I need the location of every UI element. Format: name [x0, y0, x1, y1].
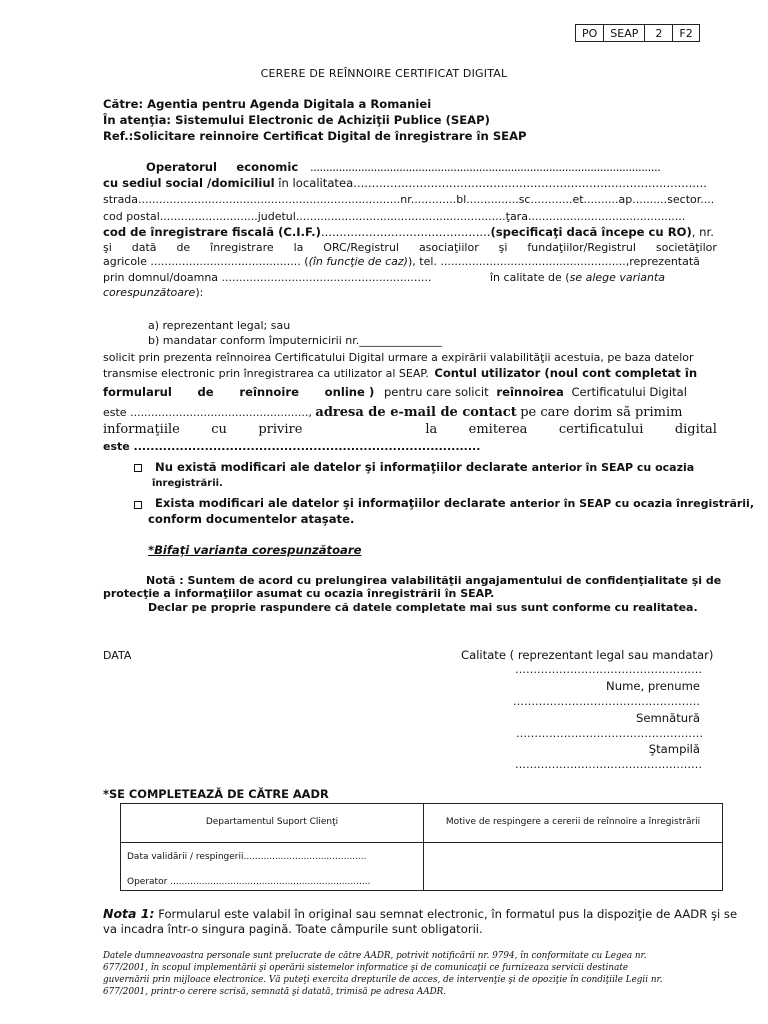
document-title: CERERE DE REÎNNOIRE CERTIFICAT DIGITAL [260, 67, 508, 80]
cif-nr: , nr. [691, 225, 714, 239]
agricultural-line: agricole ........................................... ((în funcţie de caz)), tel. .....................................................,reprezentată [103, 255, 700, 268]
option-no-changes [155, 460, 694, 474]
option-no-changes-text-2: anterior în SEAP cu ocazia [531, 461, 695, 474]
word: de [197, 385, 214, 399]
tick-instruction: *Bifaţi varianta corespunzătoare [148, 543, 362, 557]
registration-line [103, 241, 717, 254]
validation-date-field[interactable]: Data validării / respingerii........................................... [127, 852, 367, 862]
option-changes-text: Exista modificari ale datelor şi informaţiilor declarate [155, 496, 506, 510]
date-label: DATA [103, 649, 132, 662]
code-cell: SEAP [604, 25, 645, 42]
option-changes-line-2: conform documentelor ataşate. [148, 512, 355, 526]
addressee-line: Către: Agentia pentru Agenda Digitala a Romaniei [103, 97, 432, 111]
option-no-changes-line-2: înregistrării. [152, 478, 223, 489]
word: societăţilor [655, 241, 717, 254]
quality-label: în calitate de ( [490, 271, 570, 284]
quality-note-end: ): [195, 286, 204, 299]
privacy-line-2: 677/2001, în scopul implementării şi operării sistemelor informatice şi de comunicaţii ce furnizeaza servicii destinate [103, 963, 629, 973]
privacy-line-1: Datele dumneavoastra personale sunt prelucrate de către AADR, potrivit notificării nr. 9794, în conformitate cu Legea nr. [103, 951, 647, 961]
signature-dots: …………………………………………… [515, 758, 702, 771]
word: şi [498, 241, 508, 254]
option-changes-text-2: anterior în SEAP cu ocazia înregistrării, [509, 497, 755, 510]
agric-note: (în funcţie de caz) [308, 255, 408, 268]
word: privire [258, 422, 303, 437]
final-note-label: Nota 1: [103, 906, 155, 921]
represented-by: prin domnul/doamna ............................................................ [103, 271, 432, 284]
seat-text: în localitatea................................................................................................ [274, 176, 707, 190]
option-legal-rep: a) reprezentant legal; sau [148, 319, 291, 332]
word: emiterea [468, 422, 528, 437]
renewal-form-line [103, 385, 717, 399]
seat-line [103, 176, 707, 190]
code-cell: F2 [673, 25, 699, 42]
code-cell: 2 [645, 25, 673, 42]
quality-note-line [103, 286, 203, 299]
seat-label: cu sediul social /domiciliul [103, 176, 275, 190]
renewal-word: reînnoirea [496, 385, 564, 399]
operator-label: Operatorul [146, 160, 218, 174]
name-caption: Nume, prenume [606, 679, 700, 693]
aadr-col2-header: Motive de respingere a cererii de reînnoire a înregistrării [445, 817, 701, 827]
word: la [425, 422, 438, 437]
signature-dots: …………………………………………… [515, 663, 702, 676]
info-line [103, 422, 717, 437]
aadr-table [120, 803, 723, 891]
word: la [293, 241, 304, 254]
word: informaţiile [103, 422, 180, 437]
stamp-caption: Ştampilă [648, 742, 700, 756]
privacy-line-3: guvernării prin mijloace electronice. Vă puteţi exercita drepturile de acces, de intervenţie şi de opoziţie în condiţiile Legii nr. [103, 975, 663, 985]
aadr-col1-header: Departamentul Suport Clienţi [205, 817, 339, 827]
email-dots: este ..................................................., [103, 406, 312, 419]
email-final-line: este ................................................................................... [103, 440, 481, 453]
word: reînnoire [239, 385, 299, 399]
aadr-section-header: *SE COMPLETEAZĂ DE CĂTRE AADR [103, 787, 329, 801]
represented-line [103, 271, 717, 284]
cif-dots: .............................................. [320, 225, 491, 239]
quality-note: se alege varianta [569, 271, 666, 284]
signature-dots: …………………………………………… [513, 695, 700, 708]
word: formularul [103, 385, 172, 399]
word: fundaţiilor/Registrul [527, 241, 636, 254]
postal-line: cod postal............................judetul............................................................ţara............................................. [103, 210, 686, 223]
street-line: strada...........................................................................nr.............bl...............sc............et..........ap..........sector.... [103, 193, 715, 206]
checkbox-no-changes[interactable] [134, 464, 142, 472]
request-text: transmise electronic prin înregistrarea ca utilizator al SEAP. [103, 367, 429, 380]
signature-dots: …………………………………………… [516, 727, 703, 740]
word: ORC/Registrul [323, 241, 399, 254]
word: dată [131, 241, 157, 254]
checkbox-changes[interactable] [134, 501, 142, 509]
option-mandatary: b) mandatar conform împuternicirii nr._______________ [148, 334, 442, 347]
word: online ) [324, 385, 375, 399]
word: digital [674, 422, 717, 437]
operator-label-2: economic [236, 160, 299, 174]
agric-tel: , tel. .....................................................,reprezentată [412, 255, 700, 268]
quality-caption: Calitate ( reprezentant legal sau mandatar) [461, 648, 714, 662]
privacy-line-4: 677/2001, printr-o cerere scrisă, semnată şi datată, trimisă pe adresa AADR. [103, 987, 447, 997]
email-line [103, 405, 682, 420]
email-tail: pe care dorim să primim [520, 405, 683, 420]
consent-note-2: protecţie a informaţiilor asumat cu ocazia înregistrării în SEAP. [103, 587, 495, 600]
declaration: Declar pe proprie raspundere că datele completate mai sus sunt conforme cu realitatea. [148, 601, 698, 614]
operator-dots: .............................................................................................................. [309, 160, 661, 174]
form-tail: pentru care solicit [383, 385, 489, 399]
consent-note-1: Notă : Suntem de acord cu prelungirea valabilităţii angajamentului de confidenţialitate şi de [146, 574, 722, 587]
signature-caption: Semnătură [635, 711, 700, 725]
word: şi [103, 241, 112, 254]
operator-field[interactable]: Operator ...................................................................... [127, 877, 371, 887]
cif-spec: (specificaţi dacă începe cu RO) [490, 225, 692, 239]
operator-line [146, 160, 721, 174]
word: certificatului [558, 422, 644, 437]
form-tail-2: Certificatului Digital [571, 385, 687, 399]
word: cu [211, 422, 227, 437]
word: de [176, 241, 191, 254]
attention-line: În atenţia: Sistemului Electronic de Achiziţii Publice (SEAP) [103, 113, 490, 127]
code-cell: PO [576, 25, 604, 42]
quality-note-2: corespunzătoare [103, 286, 196, 299]
request-line-1: solicit prin prezenta reînnoirea Certificatului Digital urmare a expirării valabilităţii acestuia, pe baza datelor [103, 351, 694, 364]
cif-line [103, 225, 714, 239]
final-note-2: va incadra într-o singura pagină. Toate câmpurile sunt obligatorii. [103, 922, 483, 936]
account-label: Contul utilizator (noul cont completat în [434, 366, 698, 380]
form-code-box [575, 24, 700, 42]
option-no-changes-text: Nu există modificari ale datelor şi informaţiilor declarate [155, 460, 528, 474]
request-line-2 [103, 366, 697, 380]
agric-dots: agricole ........................................... [103, 255, 301, 268]
final-note-1 [103, 906, 737, 921]
final-note-text: Formularul este valabil în original sau semnat electronic, în formatul pus la dispoziţie de AADR şi se [154, 907, 738, 921]
word: asociaţiilor [418, 241, 479, 254]
word: înregistrare [210, 241, 274, 254]
reference-line: Ref.:Solicitare reinnoire Certificat Digital de înregistrare în SEAP [103, 129, 527, 143]
cif-label: cod de înregistrare fiscală (C.I.F.) [103, 225, 321, 239]
email-label: adresa de e-mail de contact [315, 405, 517, 420]
option-changes [155, 496, 754, 510]
